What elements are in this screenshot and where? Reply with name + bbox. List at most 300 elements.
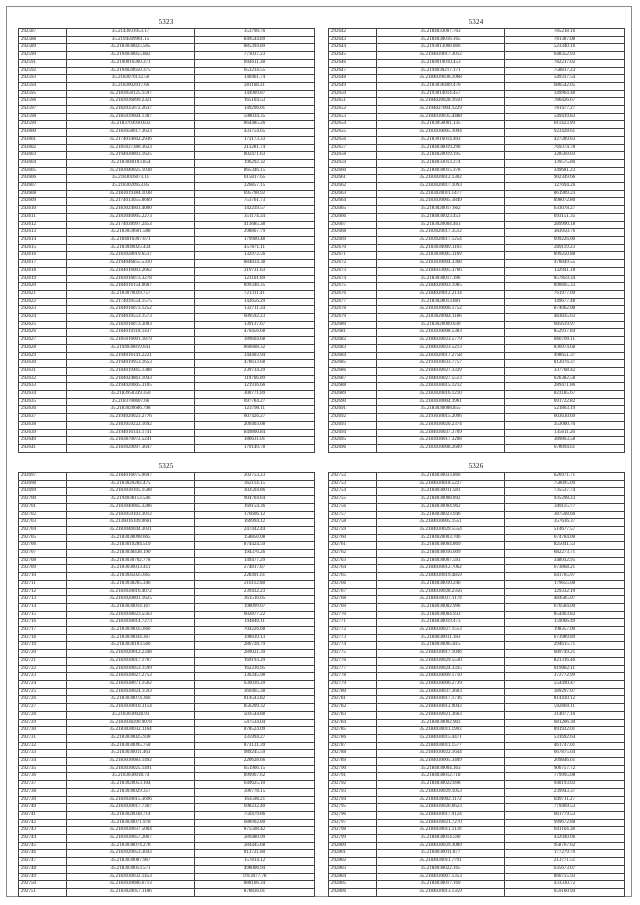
row-code-cell: 35.2183020011.1477 [377,190,505,198]
table-row [19,858,315,866]
row-code-cell: 35.2184030027.1553 [377,627,505,635]
row-code-cell: 35.2183020009.630 [377,321,505,329]
row-amount-cell: 498006.94 [195,865,315,873]
row-code-cell: 35.2184030004.869 [377,542,505,550]
table-row [329,198,625,206]
table-row [329,750,625,758]
table-row [329,557,625,565]
row-code-cell: 35.2184030005.3409 [377,758,505,766]
row-id-cell: 292615 [19,244,67,252]
row-amount-cell: 326857.15 [195,183,315,191]
table-row [19,121,315,129]
row-amount-cell: 144403.94 [195,352,315,360]
row-id-cell: 292789 [329,758,377,766]
row-code-cell: 35.2183030008.855 [377,406,505,414]
row-amount-cell: 682273.71 [505,550,625,558]
row-amount-cell: 478849.55 [505,260,625,268]
row-amount-cell: 121916.66 [195,383,315,391]
row-code-cell: 35.2184030028.2356 [377,588,505,596]
table-row [19,719,315,727]
row-code-cell: 35.2184030011.183 [377,634,505,642]
row-code-cell: 35.2183040025.434 [67,244,195,252]
row-amount-cell: 351174.34 [195,213,315,221]
row-amount-cell: 852917.84 [505,329,625,337]
row-id-cell: 292612 [19,221,67,229]
row-amount-cell: 289471.86 [505,383,625,391]
table-row [329,437,625,445]
table-row [329,704,625,712]
table-row [19,414,315,422]
row-id-cell: 292796 [329,811,377,819]
row-code-cell: 35.2194039553.1573 [67,314,195,322]
row-id-cell: 292631 [19,367,67,375]
table-row [329,550,625,558]
row-id-cell: 292636 [19,406,67,414]
row-amount-cell: 673989.89 [505,634,625,642]
row-id-cell: 292772 [329,627,377,635]
row-code-cell: 35.2183030015.3696 [67,796,195,804]
row-id-cell: 292716 [19,619,67,627]
row-id-cell: 292805 [329,881,377,889]
row-amount-cell: 878524.09 [195,727,315,735]
table-row [329,337,625,345]
table-row [19,260,315,268]
row-id-cell: 292639 [19,429,67,437]
row-code-cell: 35.2183020038.714 [67,811,195,819]
table-row [19,734,315,742]
row-id-cell: 292710 [19,573,67,581]
table-row [329,206,625,214]
row-id-cell: 292599 [19,121,67,129]
table-row [19,152,315,160]
row-amount-cell: 681206.30 [505,719,625,727]
row-amount-cell: 521863.19 [505,406,625,414]
table-row [329,619,625,627]
table-row [19,819,315,827]
table-row [19,221,315,229]
row-id-cell: 292666 [329,213,377,221]
row-code-cell: 35.2184030024.3335 [377,665,505,673]
row-amount-cell: 135611.26 [505,429,625,437]
row-amount-cell: 349681.23 [505,167,625,175]
table-row [329,113,625,121]
row-amount-cell: 902349.66 [505,175,625,183]
row-id-cell: 292725 [19,688,67,696]
row-amount-cell: 814430.12 [505,696,625,704]
row-code-cell: 35.2183030027.2753 [67,673,195,681]
row-id-cell: 292738 [19,788,67,796]
table-row [329,473,625,481]
row-code-cell: 35.2184030019.4859 [377,573,505,581]
table-row [329,804,625,812]
row-code-cell: 35.2183040005.2273 [67,213,195,221]
row-amount-cell: 202753.23 [195,473,315,481]
row-id-cell: 292791 [329,773,377,781]
row-code-cell: 35.2183020801.1625 [67,596,195,604]
row-amount-cell: 144909.87 [195,90,315,98]
row-amount-cell: 812076.37 [505,360,625,368]
row-code-cell: 35.2184030026.6623 [377,804,505,812]
row-id-cell: 292773 [329,634,377,642]
row-amount-cell: 866755.93 [505,873,625,881]
row-amount-cell: 427289.63 [505,136,625,144]
table-row [329,391,625,399]
table-row [329,406,625,414]
row-id-cell: 292608 [19,190,67,198]
row-code-cell: 35.2184030014.590 [377,835,505,843]
row-id-cell: 292650 [329,90,377,98]
row-amount-cell: 819082.11 [505,665,625,673]
row-amount-cell: 149477.29 [195,557,315,565]
table-row [329,398,625,406]
table-row [329,719,625,727]
row-amount-cell: 906757.72 [505,765,625,773]
panel-title: 5324 [468,18,484,26]
row-id-cell: 292768 [329,596,377,604]
table-row [329,642,625,650]
row-code-cell: 35.2183020606.798 [67,406,195,414]
row-code-cell: 35.2184030011.1903 [377,727,505,735]
row-amount-cell: 899346.35 [195,283,315,291]
row-id-cell: 292787 [329,742,377,750]
row-amount-cell: 554490.47 [505,680,625,688]
table-row [329,603,625,611]
row-id-cell: 292777 [329,665,377,673]
row-amount-cell: 239432.23 [195,588,315,596]
row-code-cell: 35.2193030015.2096 [377,414,505,422]
row-code-cell: 35.2183030032.1164 [67,727,195,735]
table-row [329,414,625,422]
row-id-cell: 292771 [329,619,377,627]
row-amount-cell: 779469.53 [505,804,625,812]
row-amount-cell: 209403.08 [195,421,315,429]
row-id-cell: 292799 [329,835,377,843]
row-code-cell: 35.2183020017.2758 [377,352,505,360]
row-amount-cell: 289480.99 [195,835,315,843]
row-code-cell: 35.2185039604.1387 [67,113,195,121]
row-id-cell: 292728 [19,711,67,719]
row-id-cell: 292724 [19,680,67,688]
row-amount-cell: 721311.41 [195,290,315,298]
row-id-cell: 292598 [19,113,67,121]
row-amount-cell: 119766.09 [195,375,315,383]
row-code-cell: 35.2183030029.357 [67,788,195,796]
row-amount-cell: 247442.44 [195,526,315,534]
row-amount-cell: 281168.21 [195,82,315,90]
table-row [19,742,315,750]
row-code-cell: 35.2183870072.5241 [67,437,195,445]
row-id-cell: 292721 [19,657,67,665]
row-code-cell: 35.2183030006.1752 [377,306,505,314]
row-code-cell: 35.2183020017.1254 [377,236,505,244]
row-code-cell: 35.2184030029.1053 [377,788,505,796]
row-amount-cell: 856209.32 [195,704,315,712]
table-row [329,44,625,52]
row-amount-cell: 179655.08 [505,580,625,588]
row-id-cell: 292749 [19,873,67,881]
row-code-cell: 35.2183059601.588 [67,229,195,237]
row-amount-cell: 165104.53 [195,98,315,106]
panel-title: 5326 [468,462,484,470]
row-code-cell: 35.2183030010.3154 [67,704,195,712]
row-code-cell: 35.2184030037.3709 [377,429,505,437]
row-id-cell: 292699 [19,488,67,496]
table-row [19,329,315,337]
table-row [19,106,315,114]
table-row [329,375,625,383]
row-id-cell: 292655 [329,129,377,137]
row-id-cell: 292618 [19,267,67,275]
row-amount-cell: 189604.68 [195,337,315,345]
row-code-cell: 35.2183019384.1038 [67,190,195,198]
row-id-cell: 292641 [19,444,67,452]
row-id-cell: 292640 [19,437,67,445]
row-id-cell: 292711 [19,580,67,588]
table-row [19,360,315,368]
row-id-cell: 292693 [329,421,377,429]
table-row [329,773,625,781]
row-amount-cell: 641765.97 [505,573,625,581]
table-row [19,519,315,527]
row-id-cell: 292645 [329,52,377,60]
table-row [329,758,625,766]
row-id-cell: 292730 [19,727,67,735]
table-row [19,865,315,873]
table-row [329,344,625,352]
row-id-cell: 292737 [19,781,67,789]
row-id-cell: 292593 [19,75,67,83]
row-amount-cell: 349964.48 [505,90,625,98]
row-code-cell: 35.2183030037.5064 [67,827,195,835]
table-row [329,657,625,665]
row-code-cell: 35.2184030006.2739 [377,680,505,688]
table-row [19,727,315,735]
row-id-cell: 292722 [19,665,67,673]
row-id-cell: 292776 [329,657,377,665]
row-amount-cell: 531692.64 [505,734,625,742]
table-row [329,488,625,496]
row-code-cell: 35.2184030023.5779 [377,337,505,345]
table-row [19,704,315,712]
row-code-cell: 35.2183030024.1593 [67,688,195,696]
row-code-cell: 35.2183030009.1103 [377,244,505,252]
row-amount-cell: 695798.92 [195,190,315,198]
row-amount-cell: 854463.82 [505,611,625,619]
row-code-cell: 35.2184030029.5554 [377,526,505,534]
row-code-cell: 35.2183030103.560 [67,642,195,650]
table-row [19,488,315,496]
row-amount-cell: 849800.84 [195,429,315,437]
row-code-cell: 35.2184030011.7791 [377,858,505,866]
row-amount-cell: 239734.29 [195,367,315,375]
table-row [19,788,315,796]
row-code-cell: 35.2183030004.3368 [377,260,505,268]
table-row [329,811,625,819]
row-amount-cell: 503544.88 [195,711,315,719]
row-amount-cell: 661779.53 [505,811,625,819]
table-row [329,873,625,881]
row-amount-cell: 704226.68 [195,627,315,635]
row-amount-cell: 635673.07 [505,865,625,873]
table-row [329,850,625,858]
table-row [329,136,625,144]
row-id-cell: 292619 [19,275,67,283]
row-code-cell: 35.2184033013.274 [377,159,505,167]
row-id-cell: 292671 [329,252,377,260]
row-amount-cell: 329332.10 [505,588,625,596]
table-row [329,59,625,67]
row-id-cell: 292757 [329,511,377,519]
row-code-cell: 35.2183058125.1597 [67,90,195,98]
table-row [329,788,625,796]
row-id-cell: 292752 [329,473,377,481]
row-id-cell: 292661 [329,175,377,183]
row-id-cell: 292713 [19,596,67,604]
table-row [19,573,315,581]
row-id-cell: 292649 [329,82,377,90]
table-row [19,314,315,322]
table-row [19,198,315,206]
row-id-cell: 292794 [329,796,377,804]
row-id-cell: 292707 [19,550,67,558]
row-code-cell: 35.2184030023.946 [377,511,505,519]
row-id-cell: 292616 [19,252,67,260]
row-id-cell: 292595 [19,90,67,98]
row-code-cell: 35.2184030012.9043 [377,704,505,712]
row-id-cell: 292793 [329,788,377,796]
table-row [329,742,625,750]
table-row [329,734,625,742]
table-row [19,298,315,306]
row-code-cell: 35.2184019318.1437 [67,329,195,337]
row-id-cell: 292785 [329,727,377,735]
row-code-cell: 35.2183030014.167 [67,603,195,611]
row-amount-cell: 294615.71 [505,642,625,650]
data-table [18,472,315,897]
table-row [329,480,625,488]
row-code-cell: 35.2184030021.7270 [377,819,505,827]
row-id-cell: 292587 [19,29,67,37]
row-id-cell: 292652 [329,106,377,114]
row-code-cell: 35.2183030017.1707 [67,657,195,665]
row-id-cell: 292628 [19,344,67,352]
row-code-cell: 35.2183030008.2609 [377,444,505,452]
row-amount-cell: 865346.15 [195,167,315,175]
table-row [19,429,315,437]
table-row [19,673,315,681]
row-id-cell: 292654 [329,121,377,129]
row-id-cell: 292712 [19,588,67,596]
row-amount-cell: 753761.73 [195,198,315,206]
row-amount-cell: 773037.23 [195,52,315,60]
row-id-cell: 292637 [19,414,67,422]
row-amount-cell: 198639.13 [195,634,315,642]
row-amount-cell: 609592.23 [195,314,315,322]
row-amount-cell: 814543.82 [195,696,315,704]
row-amount-cell: 940193.03 [505,781,625,789]
row-code-cell: 35.2184030015.4471 [377,734,505,742]
table-row [329,827,625,835]
table-row [329,267,625,275]
row-code-cell: 35.2184030013.1359 [377,888,505,896]
row-code-cell: 35.2184030004.363 [377,765,505,773]
row-code-cell: 35.2183030008.5383 [377,329,505,337]
table-row [329,711,625,719]
row-amount-cell: 758837.23 [505,67,625,75]
row-amount-cell: 602877.22 [195,611,315,619]
row-amount-cell: 999672.88 [505,819,625,827]
row-id-cell: 292709 [19,565,67,573]
table-row [329,159,625,167]
row-code-cell: 35.2183020004.463 [377,221,505,229]
row-code-cell: 35.2184030004.933 [377,611,505,619]
row-id-cell: 292734 [19,758,67,766]
row-id-cell: 292751 [19,888,67,896]
row-code-cell: 35.2190016300.371 [67,59,195,67]
row-code-cell: 35.2183030053.1599 [67,665,195,673]
row-id-cell: 292748 [19,865,67,873]
row-amount-cell: 140461.74 [195,75,315,83]
row-amount-cell: 194840.11 [195,619,315,627]
row-id-cell: 292723 [19,673,67,681]
table-row [329,511,625,519]
row-code-cell: 35.2194020023.2776 [67,414,195,422]
row-amount-cell: 186631.01 [195,437,315,445]
table-row [329,275,625,283]
row-id-cell: 292717 [19,627,67,635]
table-panel [18,460,314,897]
table-row [19,67,315,75]
row-amount-cell: 769374.78 [505,144,625,152]
row-amount-cell: 300771.89 [195,391,315,399]
row-amount-cell: 811423.99 [505,121,625,129]
row-id-cell: 292692 [329,414,377,422]
row-code-cell: 35.2194030803.1625 [67,152,195,160]
row-amount-cell: 169994.12 [195,519,315,527]
row-amount-cell: 132972.56 [195,252,315,260]
row-id-cell: 292756 [329,503,377,511]
row-id-cell: 292597 [19,106,67,114]
table-row [329,90,625,98]
table-row [329,175,625,183]
table-row [19,650,315,658]
table-row [329,106,625,114]
table-row [329,360,625,368]
table-row [329,290,625,298]
row-code-cell: 35.2184019465.1388 [67,367,195,375]
row-id-cell: 292696 [329,444,377,452]
row-code-cell: 35.2194020650.375 [67,67,195,75]
row-code-cell: 35.2184030017.9124 [377,811,505,819]
row-id-cell: 292745 [19,842,67,850]
row-code-cell: 35.2185016001.1879 [67,337,195,345]
row-id-cell: 292603 [19,152,67,160]
row-id-cell: 292736 [19,773,67,781]
row-amount-cell: 549439.83 [505,113,625,121]
row-amount-cell: 659160.94 [505,888,625,896]
row-id-cell: 292669 [329,236,377,244]
row-id-cell: 292770 [329,611,377,619]
table-row [329,314,625,322]
row-amount-cell: 688992.80 [195,819,315,827]
table-row [19,811,315,819]
table-row [329,696,625,704]
row-amount-cell: 549337.54 [505,75,625,83]
row-code-cell: 35.2183020953.85 [67,183,195,191]
row-amount-cell: 1913077.78 [195,873,315,881]
row-id-cell: 292746 [19,850,67,858]
row-amount-cell: 781387.08 [505,36,625,44]
